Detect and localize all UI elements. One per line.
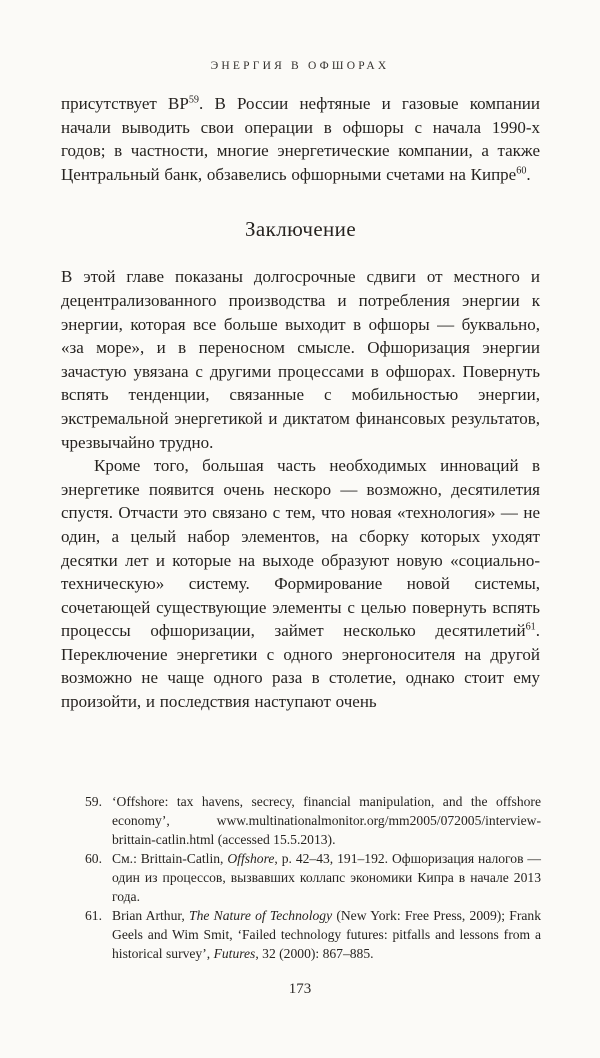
footnote-reference: 61 [525, 621, 536, 633]
text-segment: В этой главе показаны долгосрочные сдвиги от местного и децентрализованного производства и потребления энергии к энергии, которая все больше выходит в офшоры — буквально, «за море», и в переносном смысле. Офшоризация энергии зачастую увязана с другими процессами в офшорах. Повернуть вспять тенденции, связанные с мобильностью энергии, экстремальной энергетикой и диктатом финансовых результатов, чрезвычайно трудно. [61, 267, 540, 452]
text-segment: Кроме того, большая часть необходимых инноваций в энергетике появится очень нескоро — возможно, десятилетия спустя. Отчасти это связано с тем, что новая «технология» — не один, а целый набор элементов, на сборку которых уходят десятки лет и которые на выходе образуют новую «социально-техническую» систему. Формирование новой системы, сочетающей существующие элементы с целью повернуть вспять процессы офшоризации, займет несколько десятилетий [61, 456, 540, 641]
section-heading: Заключение [244, 217, 357, 242]
text-segment: . [526, 164, 531, 184]
page-number: 173 [288, 981, 312, 997]
running-header: ЭНЕРГИЯ В ОФШОРАХ [210, 60, 390, 72]
text-segment: присутствует BP [61, 94, 189, 113]
footnotes-section [85, 792, 541, 963]
text-segment: , p. 42–43, 191–192. Офшоризация налогов — один из процессов, вызвавших коллапс экономики Кипра в начале 2013 года. [112, 851, 541, 904]
text-segment: См.: Brittain-Catlin, [112, 851, 228, 866]
text-segment: (New York: Free Press, 2009); Frank Geels and Wim Smit, ‘Failed technology futures: pitfalls and lessons from a historical survey’, [112, 908, 541, 961]
paragraph-continuation [61, 92, 540, 186]
footnote-text [112, 792, 541, 849]
text-segment: . Переключение энергетики с одного энергоносителя на другой возможно не чаще одного раза в столетие, однако стоит ему произойти, и последствия наступают очень [61, 621, 540, 712]
text-block [61, 92, 540, 714]
footnote-item [85, 849, 541, 906]
footnote-number: 60. [85, 851, 102, 866]
footnote-item [85, 792, 541, 849]
text-segment: Offshore [227, 851, 275, 866]
footnote-item [85, 906, 541, 963]
paragraph [61, 454, 540, 714]
text-segment: Futures [213, 946, 256, 961]
paragraph [61, 265, 540, 454]
text-segment: . В России нефтяные и газовые компании начали выводить свои операции в офшоры с начала 1990-х годов; в частности, многие энергетические компании, а также Центральный банк, обзавелись офшорными счетами на Кипре [61, 94, 540, 184]
text-segment: ‘Offshore: tax havens, secrecy, financial manipulation, and the offshore economy’, www.multinationalmonitor.org/mm2005/072005/interview-brittain-catlin.html (accessed 15.5.2013). [112, 794, 541, 847]
text-segment: The Nature of Technology [189, 908, 333, 923]
text-segment: , 32 (2000): 867–885. [255, 946, 374, 961]
footnote-text [112, 849, 541, 906]
footnote-number: 59. [85, 794, 102, 809]
footnote-text [112, 906, 541, 963]
footnote-number: 61. [85, 908, 102, 923]
footnote-reference: 59 [188, 94, 200, 106]
text-segment: Brian Arthur, [112, 908, 190, 923]
footnote-reference: 60 [516, 165, 527, 177]
